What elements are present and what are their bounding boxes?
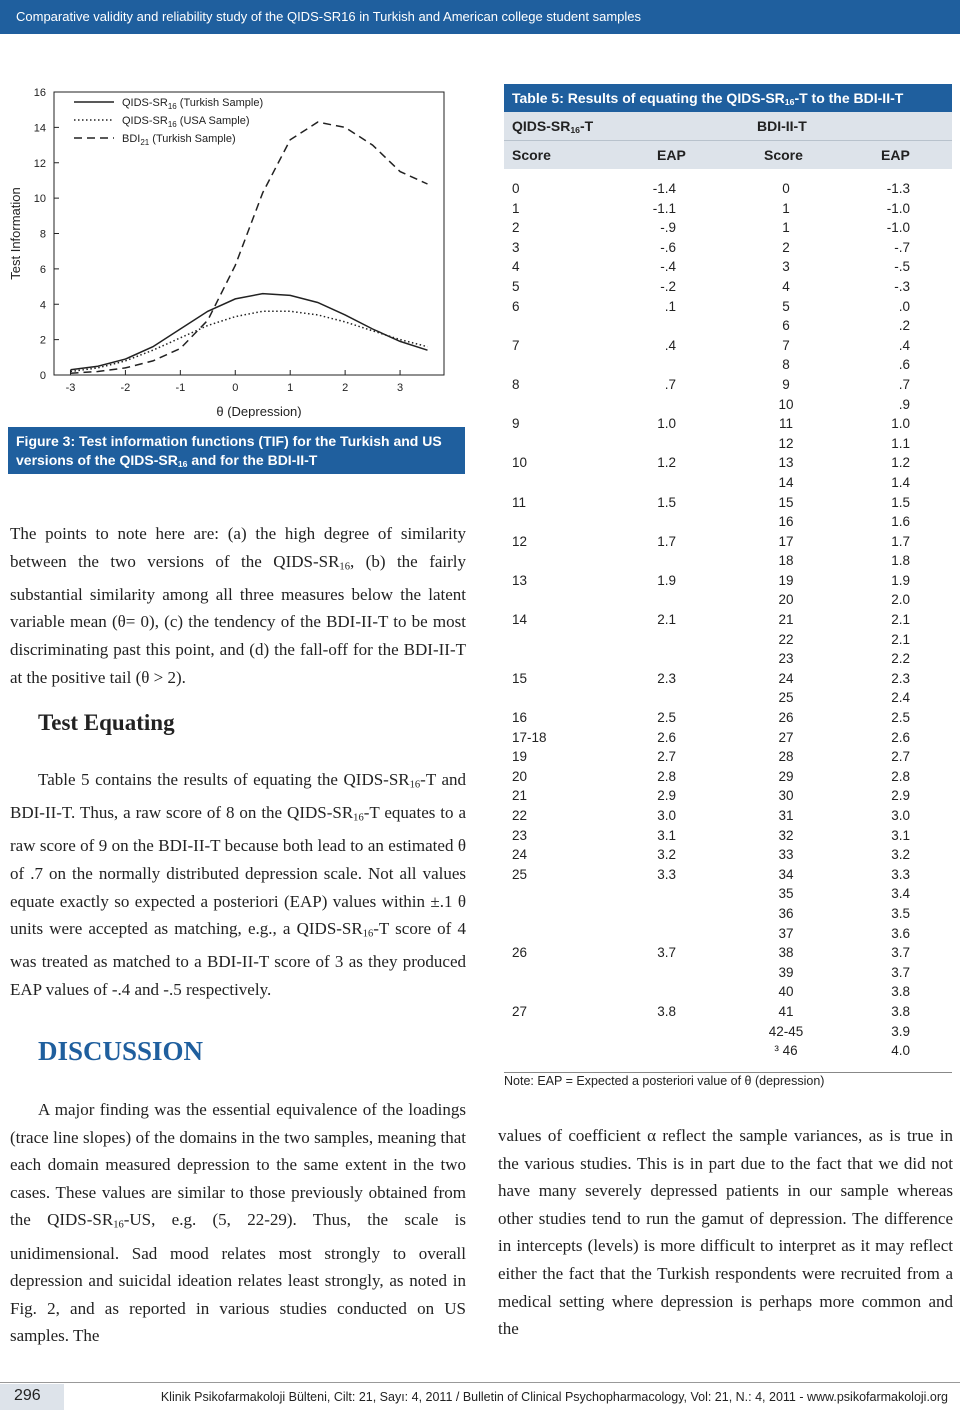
bdi-eap-cell: -1.3 [886,181,910,196]
text-run: -US, e.g. (5, 22-29). Thus, the scale is unidimensional. Sad mood relates most strongly to overall depression and suicidal ideation relates least strongly, as noted in Fig. 2, and as reported in various studies conducted on US samples. The [10,1210,466,1346]
bdi-score-cell: 19 [778,572,794,588]
table-row [504,357,952,377]
table-row [504,495,952,515]
y-tick-label: 10 [33,193,46,206]
bdi-eap-cell: 1.5 [891,494,910,510]
table-row [504,710,952,730]
table-row [504,416,952,436]
qids-eap-cell: 1.7 [657,533,676,549]
legend-text-pre: QIDS-SR [122,115,168,127]
table-row [504,259,952,279]
x-tick-label: 1 [287,382,294,394]
qids-eap-cell: 2.6 [657,729,676,745]
table-row [504,573,952,593]
table-row [504,906,952,926]
bdi-score-cell: ³ 46 [774,1043,798,1059]
table-5-note: Note: EAP = Expected a posteriori value of θ (depression) [504,1072,952,1088]
y-tick-label: 12 [33,157,46,170]
legend-text-pre: QIDS-SR [122,97,168,109]
qids-score-cell: 10 [512,455,528,471]
bdi-eap-cell: 1.8 [891,553,910,569]
qids-score-cell: 5 [512,278,520,294]
qids-eap-cell: .7 [664,376,676,392]
x-tick-label: 2 [342,382,349,394]
bdi-score-cell: 23 [778,651,794,667]
y-axis-label: Test Information [8,187,23,280]
series-line-3 [71,122,428,373]
col-header-score-1: Score [512,147,551,163]
qids-score-cell: 21 [512,788,528,804]
x-tick-label: -1 [175,382,186,394]
bdi-eap-cell: 2.5 [891,710,910,726]
bdi-score-cell: 18 [778,553,794,569]
qids-eap-cell: 2.3 [657,670,676,686]
qids-eap-cell: 1.0 [657,416,676,432]
table-row [504,984,952,1004]
bdi-score-cell: 15 [778,494,794,510]
table-row [504,651,952,671]
figure-3-caption [8,427,465,474]
qids-score-cell: 17-18 [512,729,547,745]
table-5-body [504,181,952,1063]
bdi-score-cell: 16 [778,514,794,530]
col-header-score-2: Score [764,147,803,163]
bdi-eap-cell: 3.9 [891,1023,910,1039]
group-header-bdi: BDI-II-T [757,118,807,134]
table-row [504,1024,952,1044]
legend-entry-3 [122,133,236,147]
qids-score-cell: 23 [512,827,528,843]
table-row [504,1004,952,1024]
y-tick-label: 6 [39,263,46,276]
bdi-score-cell: 41 [778,1003,794,1019]
bdi-score-cell: 0 [782,181,790,196]
bdi-score-cell: 30 [778,788,794,804]
table-row [504,965,952,985]
col-header-eap-2: EAP [881,147,910,163]
bdi-eap-cell: 3.8 [891,1003,910,1019]
plot-frame [54,92,444,375]
bdi-eap-cell: -.7 [894,239,910,255]
paragraph-1 [10,520,466,691]
qids-eap-cell: -1.1 [652,200,676,216]
table-row [504,455,952,475]
bdi-eap-cell: .9 [898,396,910,412]
qids-eap-cell: 3.1 [657,827,676,843]
qids-eap-cell: 1.2 [657,455,676,471]
group-qids-text-end: -T [580,118,594,134]
table-row [504,240,952,260]
bdi-score-cell: 8 [782,357,790,373]
qids-eap-cell: 2.7 [657,749,676,765]
text-run: -T score of 4 was treated as matched to a BDI-II-T score of 3 as they produced EAP values of -.4 and -.5 respectively. [10,919,466,1000]
qids-eap-cell: 3.7 [657,945,676,961]
bdi-eap-cell: 2.2 [891,651,910,667]
bdi-score-cell: 26 [778,710,794,726]
bdi-eap-cell: 2.8 [891,768,910,784]
legend-text-sub: 16 [167,102,177,111]
figure-caption-subscript: 16 [177,459,188,470]
paragraph-test-equating [10,766,466,1004]
qids-eap-cell: -.6 [660,239,676,255]
text-run: A major finding was the essential equivalence of the loadings (trace line slopes) of the domains in the two samples, meaning that each domain measured depression to the same extent in the two cases. These values are similar to those previously obtained from the QIDS-SR [10,1100,466,1230]
bdi-score-cell: 38 [778,945,794,961]
bdi-eap-cell: 1.4 [891,474,910,490]
bdi-score-cell: 20 [778,592,794,608]
bdi-eap-cell: .4 [898,337,910,353]
subscript: 16 [113,1220,124,1231]
qids-score-cell: 6 [512,298,520,314]
bdi-score-cell: 36 [778,905,794,921]
qids-score-cell: 11 [512,494,527,510]
table-5-title [504,84,952,112]
bdi-score-cell: 21 [778,612,794,628]
x-tick-label: 0 [232,382,239,394]
table-row [504,690,952,710]
bdi-score-cell: 39 [778,964,794,980]
legend-text-post: (Turkish Sample) [176,97,264,109]
figure-3-chart [8,78,466,418]
qids-eap-cell: 2.9 [657,788,676,804]
paragraph-figure-points [10,520,466,691]
paragraph-2 [10,766,466,1004]
running-header [0,0,960,34]
qids-eap-cell: 3.0 [657,808,676,823]
qids-score-cell: 9 [512,416,520,432]
table-row [504,181,952,201]
subscript: 16 [339,561,350,573]
table-row [504,338,952,358]
bdi-score-cell: 29 [778,768,794,784]
series-line-2 [71,311,428,371]
legend-text-pre: BDI [122,133,141,145]
text-run: Table 5 contains the results of equating the QIDS-SR [38,770,410,789]
subscript: 16 [409,779,421,791]
bdi-score-cell: 32 [778,827,794,843]
table-row [504,926,952,946]
bdi-score-cell: 24 [778,670,794,686]
page-number: 296 [14,1387,41,1404]
table-row [504,749,952,769]
table-row [504,847,952,867]
bdi-eap-cell: 3.3 [891,866,910,882]
bdi-score-cell: 25 [778,690,794,706]
bdi-eap-cell: 1.6 [891,514,910,530]
table-row [504,201,952,221]
qids-score-cell: 24 [512,847,528,863]
table-row [504,514,952,534]
qids-score-cell: 4 [512,259,520,275]
x-tick-label: -2 [120,382,131,394]
x-tick-label: 3 [396,382,404,394]
table-row [504,632,952,652]
bdi-score-cell: 4 [782,278,790,294]
qids-score-cell: 3 [512,239,520,255]
bdi-eap-cell: 3.2 [891,847,910,863]
bdi-score-cell: 5 [782,298,790,314]
table-row [504,945,952,965]
qids-eap-cell: 2.5 [657,710,676,726]
bdi-eap-cell: 2.7 [891,749,910,765]
group-header-qids [512,118,593,135]
heading-test-equating: Test Equating [38,710,175,735]
table-row [504,828,952,848]
legend-text-sub: 21 [140,138,150,147]
table-row [504,534,952,554]
bdi-score-cell: 1 [782,200,790,216]
table-row [504,592,952,612]
bdi-score-cell: 37 [778,925,794,941]
qids-score-cell: 26 [512,945,528,961]
table-5 [504,84,952,1063]
table-row [504,1043,952,1063]
bdi-eap-cell: 1.0 [891,416,910,432]
bdi-score-cell: 7 [782,337,790,353]
bdi-eap-cell: 2.3 [891,670,910,686]
bdi-score-cell: 33 [778,847,794,863]
table-column-header [504,140,952,169]
y-tick-label: 4 [39,299,46,312]
paragraph-right-column [498,1122,953,1343]
qids-score-cell: 22 [512,808,528,823]
table-row [504,318,952,338]
bdi-score-cell: 12 [778,435,794,451]
table-row [504,769,952,789]
bdi-eap-cell: 2.1 [891,612,910,628]
legend-text-sub: 16 [167,120,177,129]
footer-citation: Klinik Psikofarmakoloji Bülteni, Cilt: 21, Sayı: 4, 2011 / Bulletin of Clinical Psychopharmacology, Vol: 21, N.: 4, 2011 - www.psikofarmakoloji.org [160,1390,948,1404]
table-row [504,886,952,906]
figure-3 [8,78,466,418]
qids-score-cell: 2 [512,220,520,236]
y-tick-label: 8 [39,228,46,241]
running-title: Comparative validity and reliability study of the QIDS-SR16 in Turkish and American college student samples [16,9,642,24]
bdi-eap-cell: 2.4 [891,690,910,706]
table-row [504,299,952,319]
bdi-score-cell: 17 [778,533,794,549]
qids-eap-cell: .4 [664,337,676,353]
bdi-eap-cell: .0 [898,298,910,314]
qids-eap-cell: -1.4 [652,181,676,196]
bdi-score-cell: 34 [778,866,794,882]
y-tick-label: 2 [39,334,46,347]
subscript: 16 [353,812,364,824]
bdi-score-cell: 2 [782,239,790,255]
bdi-score-cell: 27 [778,729,794,745]
qids-score-cell: 0 [512,181,520,196]
bdi-eap-cell: -1.0 [886,220,910,236]
legend-text-post: (USA Sample) [176,115,250,127]
bdi-score-cell: 1 [782,220,790,236]
x-axis-label: θ (Depression) [216,404,302,418]
subscript: 16 [362,928,374,940]
col-header-eap-1: EAP [657,147,686,163]
qids-score-cell: 16 [512,710,528,726]
group-qids-text: QIDS-SR [512,118,571,134]
bdi-eap-cell: 3.7 [891,964,910,980]
bdi-eap-cell: 4.0 [891,1043,910,1059]
group-qids-subscript: 16 [570,125,580,136]
y-tick-label: 16 [33,87,46,99]
qids-eap-cell: 3.8 [657,1003,676,1019]
table-row [504,612,952,632]
qids-score-cell: 8 [512,376,520,392]
bdi-score-cell: 42-45 [768,1023,804,1039]
x-tick-label: -3 [65,382,76,394]
qids-score-cell: 19 [512,749,528,765]
qids-eap-cell: 1.9 [657,572,676,588]
qids-eap-cell: 3.2 [657,847,676,863]
qids-eap-cell: -.9 [660,220,676,236]
qids-eap-cell: -.4 [660,259,676,275]
bdi-eap-cell: -.5 [894,259,910,275]
bdi-eap-cell: 1.9 [891,572,910,588]
bdi-eap-cell: 1.7 [891,533,910,549]
bdi-score-cell: 14 [778,474,794,490]
bdi-eap-cell: 3.5 [891,905,910,921]
qids-eap-cell: 3.3 [657,866,676,882]
qids-score-cell: 25 [512,866,528,882]
qids-eap-cell: -.2 [660,278,676,294]
paragraph-right: values of coefficient α reflect the sample variances, as is true in the various studies. This is in part due to the fact that we did not have many severely depressed patients in our sample whereas other studies tend to run the gamut of depression. The difference in intercepts (levels) is more difficult to interpret as it may reflect either the fact that the Turkish respondents were recruited from a medical setting where depression is perhaps more common and the [498,1126,953,1339]
bdi-score-cell: 9 [782,376,790,392]
text-run: The points to note here are: (a) the high degree of similarity between the two versions of the QIDS-SR [10,524,466,571]
bdi-eap-cell: 3.1 [891,827,910,843]
bdi-eap-cell: -.3 [894,278,910,294]
table-row [504,436,952,456]
legend-entry-1 [122,97,263,111]
bdi-score-cell: 28 [778,749,794,765]
qids-score-cell: 27 [512,1003,528,1019]
text-run: , (b) the fairly substantial similarity among all three measures below the latent variable mean (θ= 0), (c) the tendency of the BDI-II-T to be most discriminating past this point, and (d) the fall-off for the BDI-II-T at the positive tail (θ > 2). [10,551,467,687]
bdi-score-cell: 11 [778,416,793,432]
qids-eap-cell: 1.5 [657,494,676,510]
bdi-score-cell: 10 [778,396,794,412]
paragraph-discussion [10,1096,466,1350]
qids-score-cell: 13 [512,572,528,588]
table-title-text: Table 5: Results of equating the QIDS-SR [512,90,785,106]
table-row [504,867,952,887]
bdi-eap-cell: 3.8 [891,984,910,1000]
table-row [504,730,952,750]
bdi-score-cell: 6 [782,318,790,334]
bdi-score-cell: 22 [778,631,794,647]
qids-score-cell: 12 [512,533,528,549]
bdi-eap-cell: 2.9 [891,788,910,804]
table-row [504,808,952,828]
table-row [504,475,952,495]
bdi-eap-cell: .7 [898,376,910,392]
table-row [504,671,952,691]
qids-eap-cell: .1 [664,298,676,314]
bdi-eap-cell: -1.0 [886,200,910,216]
qids-score-cell: 15 [512,670,528,686]
y-tick-label: 0 [39,370,46,382]
qids-score-cell: 14 [512,612,528,628]
bdi-eap-cell: 1.1 [891,435,910,451]
table-title-subscript: 16 [784,97,795,108]
table-title-text-end: -T to the BDI-II-T [794,90,904,106]
table-group-header [504,112,952,140]
bdi-eap-cell: 2.1 [891,631,910,647]
heading-discussion: DISCUSSION [38,1036,204,1066]
bdi-eap-cell: .2 [898,318,910,334]
table-row [504,553,952,573]
table-row [504,279,952,299]
bdi-score-cell: 40 [778,984,794,1000]
bdi-score-cell: 3 [782,259,790,275]
bdi-eap-cell: 3.4 [891,886,910,902]
table-row [504,397,952,417]
bdi-score-cell: 13 [778,455,794,471]
figure-caption-text-end: and for the BDI-II-T [187,452,318,468]
qids-eap-cell: 2.1 [657,612,676,628]
bdi-eap-cell: 1.2 [891,455,910,471]
bdi-eap-cell: 2.0 [891,592,910,608]
table-row [504,377,952,397]
table-row [504,788,952,808]
table-row [504,220,952,240]
bdi-eap-cell: 3.7 [891,945,910,961]
legend-entry-2 [122,115,250,129]
text-run: -T and BDI-II-T. Thus, a raw score of 8 on the QIDS-SR [10,770,466,823]
qids-score-cell: 7 [512,337,520,353]
figure-caption-text: Figure 3: Test information functions (TIF) for the Turkish and US versions of the QIDS-SR [16,433,442,468]
bdi-eap-cell: 3.6 [891,925,910,941]
qids-eap-cell: 2.8 [657,768,676,784]
qids-score-cell: 20 [512,768,528,784]
footer-rule [0,1382,960,1383]
bdi-score-cell: 35 [778,886,794,902]
text-run: -T equates to a raw score of 9 on the BDI-II-T because both lead to an estimated θ of .7 on the normally distributed depression scale. Not all values equate exactly so expected a posteriori (EAP) values within ±.1 θ units were accepted as matching, e.g., a QIDS-SR [10,803,467,939]
bdi-eap-cell: .6 [898,357,910,373]
qids-score-cell: 1 [512,200,520,216]
legend-text-post: (Turkish Sample) [149,133,236,145]
bdi-eap-cell: 3.0 [891,808,910,823]
y-tick-label: 14 [33,122,46,135]
bdi-eap-cell: 2.6 [891,729,910,745]
bdi-score-cell: 31 [778,808,794,823]
paragraph-3 [10,1096,466,1350]
